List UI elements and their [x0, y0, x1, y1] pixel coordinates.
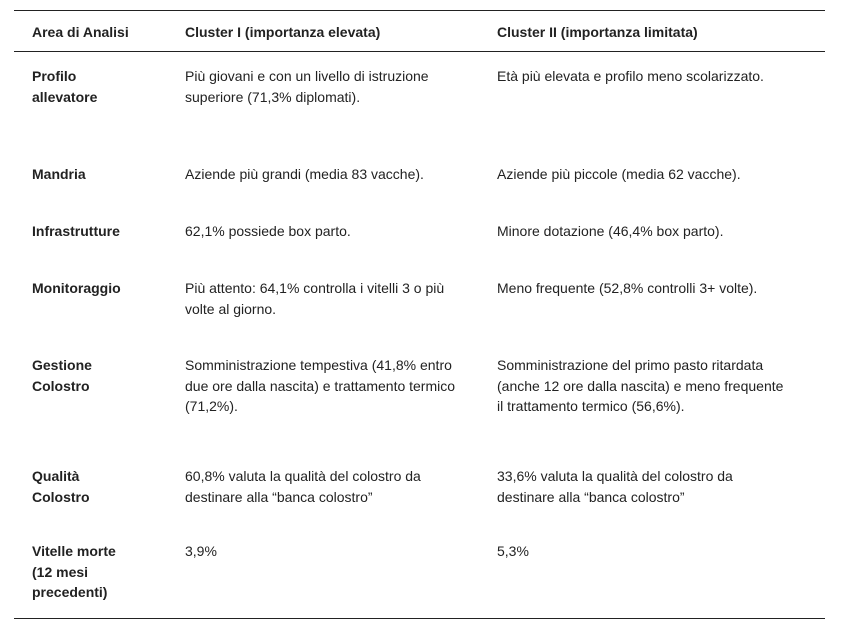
header-cluster-1: Cluster I (importanza elevata) — [185, 23, 381, 40]
table-row — [14, 527, 825, 618]
table-row — [14, 452, 825, 527]
row-area: Profilo allevatore — [32, 68, 98, 105]
table-header-row — [14, 11, 825, 52]
row-area: Monitoraggio — [32, 280, 121, 296]
table-row — [14, 264, 825, 341]
table-row — [14, 207, 825, 264]
row-cluster-2: Meno frequente (52,8% controlli 3+ volte). — [497, 280, 758, 296]
row-cluster-2: 5,3% — [497, 543, 529, 559]
row-cluster-1: Aziende più grandi (media 83 vacche). — [185, 166, 424, 182]
row-cluster-1: 3,9% — [185, 543, 217, 559]
table-row — [14, 341, 825, 452]
table-row — [14, 52, 825, 150]
header-cluster-2: Cluster II (importanza limitata) — [497, 23, 698, 40]
header-area: Area di Analisi — [32, 23, 129, 40]
row-cluster-2: Somministrazione del primo pasto ritardata (anche 12 ore dalla nascita) e meno frequente il trattamento termico (56,6%). — [497, 357, 784, 414]
table-row — [14, 150, 825, 207]
row-area: Qualità Colostro — [32, 468, 90, 505]
row-cluster-2: Aziende più piccole (media 62 vacche). — [497, 166, 741, 182]
row-cluster-1: Più attento: 64,1% controlla i vitelli 3 o più volte al giorno. — [185, 280, 445, 317]
row-cluster-1: 62,1% possiede box parto. — [185, 223, 351, 239]
row-cluster-1: Più giovani e con un livello di istruzione superiore (71,3% diplomati). — [185, 68, 429, 105]
row-cluster-1: 60,8% valuta la qualità del colostro da destinare alla “banca colostro” — [185, 468, 421, 505]
comparison-table — [14, 10, 825, 619]
row-area: Gestione Colostro — [32, 357, 92, 394]
row-area: Vitelle morte (12 mesi precedenti) — [32, 543, 116, 600]
row-cluster-2: 33,6% valuta la qualità del colostro da destinare alla “banca colostro” — [497, 468, 733, 505]
row-cluster-2: Minore dotazione (46,4% box parto). — [497, 223, 724, 239]
row-area: Mandria — [32, 166, 86, 182]
row-area: Infrastrutture — [32, 223, 120, 239]
row-cluster-2: Età più elevata e profilo meno scolarizzato. — [497, 68, 764, 84]
row-cluster-1: Somministrazione tempestiva (41,8% entro due ore dalla nascita) e trattamento termico (71,2%). — [185, 357, 456, 414]
